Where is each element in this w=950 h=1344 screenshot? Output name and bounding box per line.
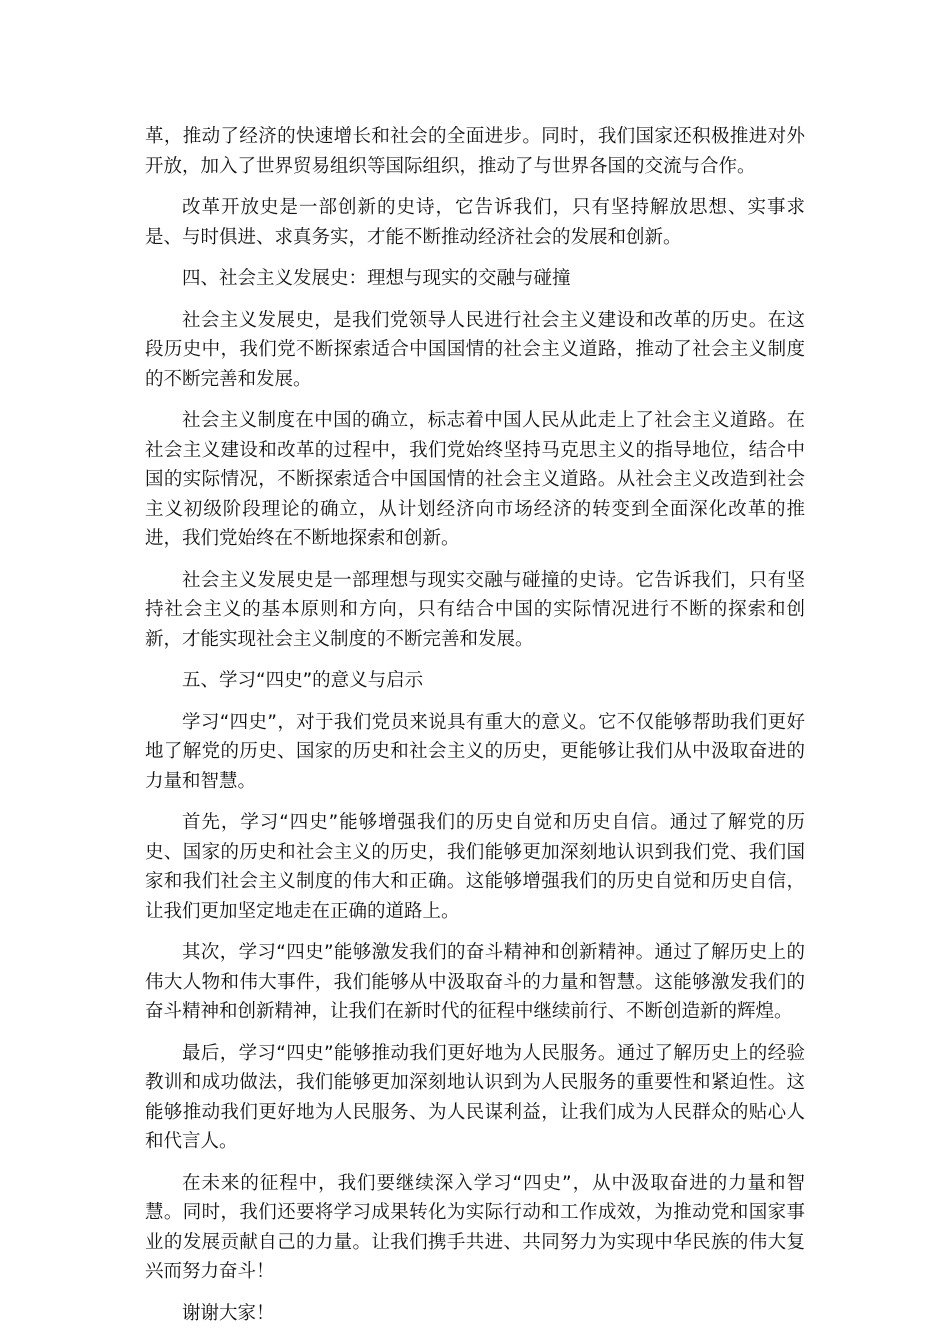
paragraph: 社会主义发展史，是我们党领导人民进行社会主义建设和改革的历史。在这段历史中，我们党不断探索适合中国国情的社会主义道路，推动了社会主义制度的不断完善和发展。 — [145, 309, 805, 390]
paragraph: 社会主义制度在中国的确立，标志着中国人民从此走上了社会主义道路。在社会主义建设和改革的过程中，我们党始终坚持马克思主义的指导地位，结合中国的实际情况，不断探索适合中国国情的社会主义道路。从社会主义改造到社会主义初级阶段理论的确立，从计划经济向市场经济的转变到全面深化改革的推进，我们党始终在不断地探索和创新。 — [145, 410, 805, 549]
paragraph: 在未来的征程中，我们要继续深入学习“四史”，从中汲取奋进的力量和智慧。同时，我们还要将学习成果转化为实际行动和工作成效，为推动党和国家事业的发展贡献自己的力量。让我们携手共进、共同努力为实现中华民族的伟大复兴而努力奋斗！ — [145, 1172, 805, 1282]
closing-line: 谢谢大家！ — [182, 1302, 275, 1324]
paragraph: 社会主义发展史是一部理想与现实交融与碰撞的史诗。它告诉我们，只有坚持社会主义的基本原则和方向，只有结合中国的实际情况进行不断的探索和创新，才能实现社会主义制度的不断完善和发展。 — [145, 569, 805, 650]
paragraph: 其次，学习“四史”能够激发我们的奋斗精神和创新精神。通过了解历史上的伟大人物和伟大事件，我们能够从中汲取奋斗的力量和智慧。这能够激发我们的奋斗精神和创新精神，让我们在新时代的征程中继续前行、不断创造新的辉煌。 — [145, 942, 805, 1022]
section-heading: 四、社会主义发展史：理想与现实的交融与碰撞 — [182, 268, 571, 289]
paragraph: 最后，学习“四史”能够推动我们更好地为人民服务。通过了解历史上的经验教训和成功做法，我们能够更加深刻地认识到为人民服务的重要性和紧迫性。这能够推动我们更好地为人民服务、为人民谋利益，让我们成为人民群众的贴心人和代言人。 — [145, 1042, 805, 1152]
paragraph-continued: 革，推动了经济的快速增长和社会的全面进步。同时，我们国家还积极推进对外开放，加入了世界贸易组织等国际组织，推动了与世界各国的交流与合作。 — [145, 126, 805, 177]
paragraph: 首先，学习“四史”能够增强我们的历史自觉和历史自信。通过了解党的历史、国家的历史和社会主义的历史，我们能够更加深刻地认识到我们党、我们国家和我们社会主义制度的伟大和正确。这能够增强我们的历史自觉和历史自信，让我们更加坚定地走在正确的道路上。 — [145, 812, 805, 922]
document-body — [145, 122, 805, 1340]
paragraph: 改革开放史是一部创新的史诗，它告诉我们，只有坚持解放思想、实事求是、与时俱进、求真务实，才能不断推动经济社会的发展和创新。 — [145, 197, 805, 248]
paragraph: 学习“四史”，对于我们党员来说具有重大的意义。它不仅能够帮助我们更好地了解党的历史、国家的历史和社会主义的历史，更能够让我们从中汲取奋进的力量和智慧。 — [145, 711, 805, 792]
section-heading: 五、学习“四史”的意义与启示 — [182, 670, 424, 691]
